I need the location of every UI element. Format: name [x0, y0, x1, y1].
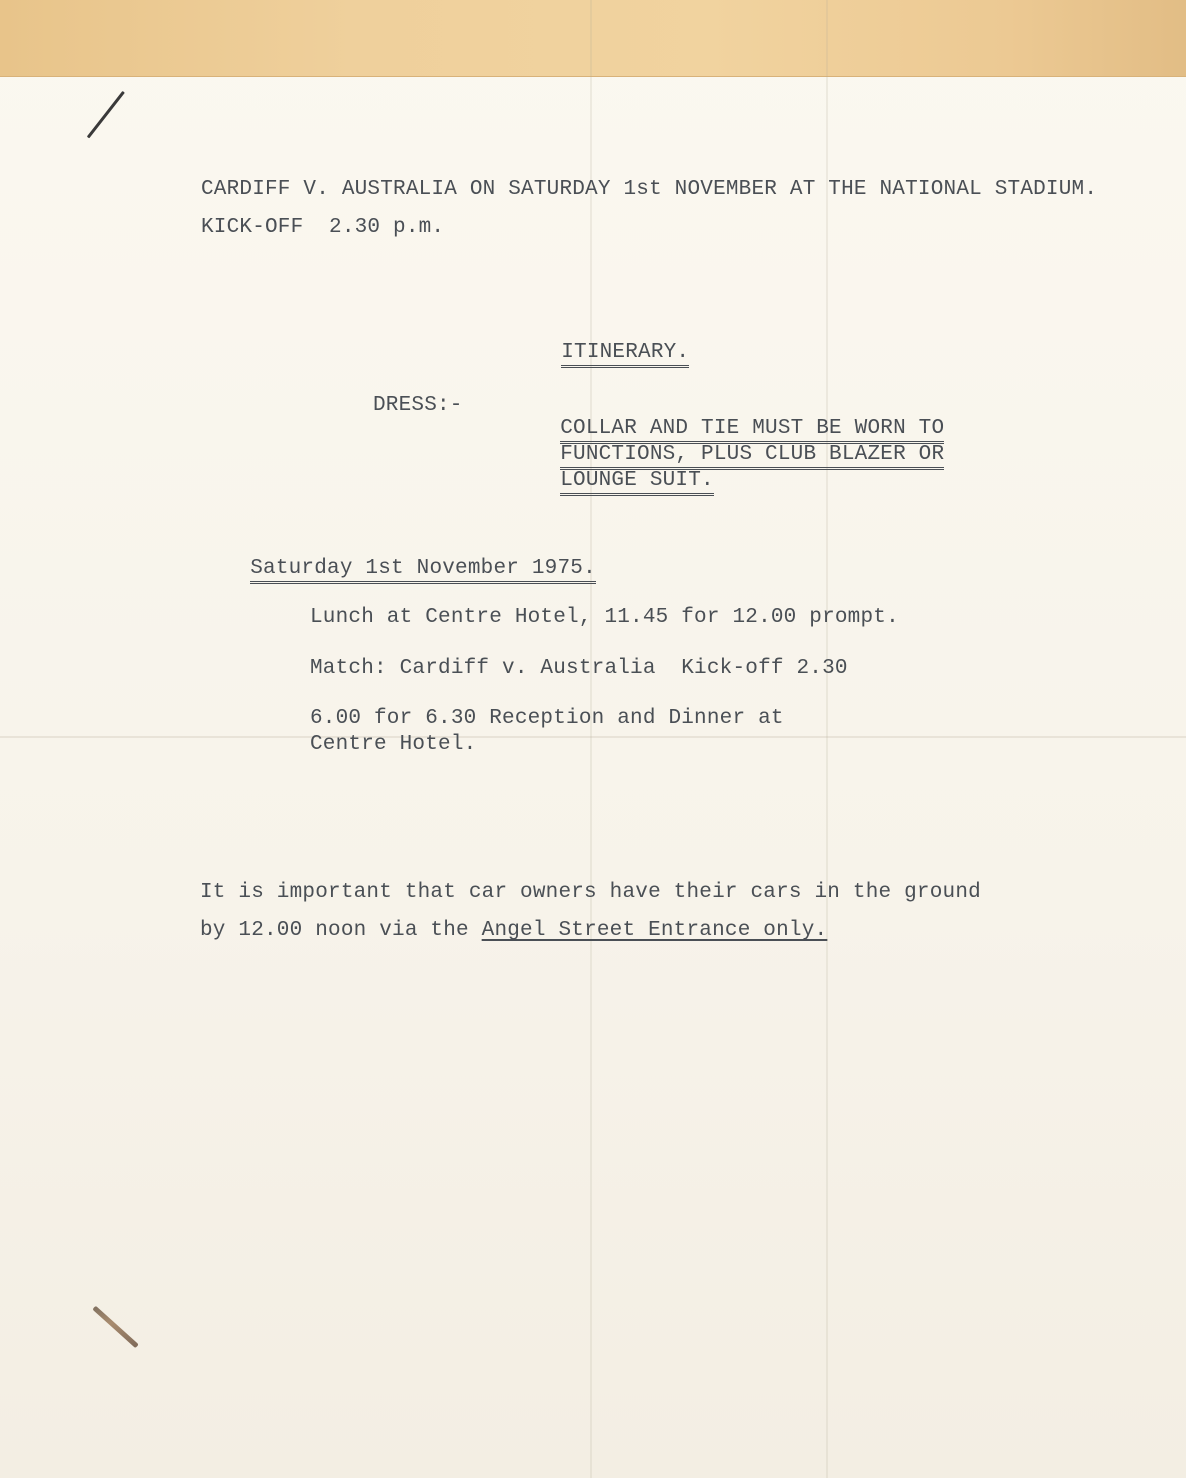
- rust-mark: [92, 1306, 138, 1349]
- fold-crease-horizontal: [0, 736, 1186, 738]
- note-emphasis: Angel Street Entrance only.: [481, 919, 828, 942]
- heading-line-2: KICK-OFF 2.30 p.m.: [201, 216, 445, 239]
- fold-crease-vertical: [590, 0, 592, 1478]
- itinerary-title: ITINERARY.: [561, 341, 689, 368]
- schedule-item-match: Match: Cardiff v. Australia Kick-off 2.30: [310, 657, 848, 680]
- schedule-item-lunch: Lunch at Centre Hotel, 11.45 for 12.00 prompt.: [310, 606, 899, 629]
- schedule-item-reception: 6.00 for 6.30 Reception and Dinner at: [310, 707, 784, 730]
- note-line-2-text: by 12.00 noon via the: [200, 919, 482, 942]
- fold-crease-vertical: [826, 0, 828, 1478]
- tape-strip: [0, 0, 1186, 77]
- dress-line-1: COLLAR AND TIE MUST BE WORN TO: [560, 417, 944, 444]
- heading-line-1: CARDIFF V. AUSTRALIA ON SATURDAY 1st NOVEMBER AT THE NATIONAL STADIUM.: [201, 178, 1098, 201]
- note-line-2: [200, 919, 827, 942]
- date-heading: Saturday 1st November 1975.: [250, 557, 596, 584]
- note-line-1: It is important that car owners have their cars in the ground: [200, 881, 981, 904]
- dress-line-2: FUNCTIONS, PLUS CLUB BLAZER OR: [560, 443, 944, 470]
- schedule-item-reception-cont: Centre Hotel.: [310, 733, 477, 756]
- staple-mark: [87, 91, 125, 139]
- dress-label: DRESS:-: [373, 394, 463, 417]
- dress-line-3: LOUNGE SUIT.: [560, 469, 714, 496]
